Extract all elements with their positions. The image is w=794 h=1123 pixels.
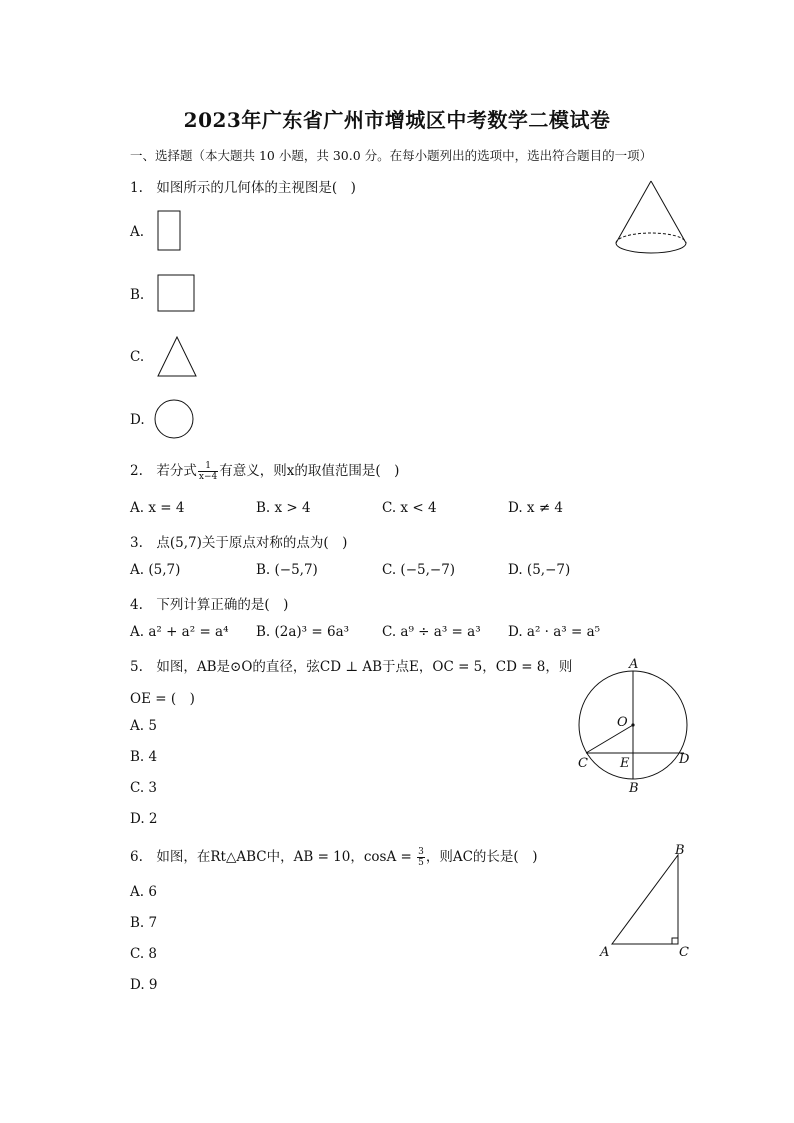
label-o: O: [617, 715, 628, 730]
label-a: A: [629, 657, 639, 672]
right-triangle-diagram: [594, 838, 704, 964]
question-4-stem: 4. 下列计算正确的是( ): [130, 597, 289, 613]
q5-option-d[interactable]: D. 2: [130, 811, 158, 827]
label-c: C: [679, 945, 689, 960]
q3-option-b[interactable]: B. (−5,7): [256, 562, 318, 578]
q4-option-b[interactable]: B. (2a)³ = 6a³: [256, 624, 350, 640]
q2-option-a[interactable]: A. x = 4: [130, 500, 185, 516]
q6-option-a[interactable]: A. 6: [130, 884, 157, 900]
question-5-stem-line2: OE = ( ): [130, 691, 195, 707]
question-3-stem: 3. 点(5,7)关于原点对称的点为( ): [130, 535, 348, 551]
q2-option-d[interactable]: D. x ≠ 4: [508, 500, 564, 516]
q6-option-b[interactable]: B. 7: [130, 915, 158, 931]
q3-option-d[interactable]: D. (5,−7): [508, 562, 571, 578]
section-heading: 一、选择题（本大题共 10 小题，共 30.0 分。在每小题列出的选项中，选出符合题目的一项）: [130, 148, 653, 163]
cone-figure: [610, 176, 692, 266]
q2-suffix: 有意义，则x的取值范围是( ): [219, 463, 400, 479]
question-2-stem: [130, 459, 399, 482]
q1-option-d-label[interactable]: D.: [130, 412, 145, 428]
question-6-stem: [130, 845, 537, 868]
q5-option-a[interactable]: A. 5: [130, 718, 157, 734]
triangle-shape-option-c: [155, 334, 201, 380]
label-e: E: [620, 756, 630, 771]
q6-prefix: 6. 如图，在Rt△ABC中，AB = 10，cosA =: [130, 849, 417, 865]
q4-option-c[interactable]: C. a⁹ ÷ a³ = a³: [382, 624, 481, 640]
q1-option-c-label[interactable]: C.: [130, 349, 145, 365]
rectangle-shape-option-a: [155, 208, 185, 254]
q5-option-b[interactable]: B. 4: [130, 749, 158, 765]
q2-option-c[interactable]: C. x < 4: [382, 500, 437, 516]
q4-option-a[interactable]: A. a² + a² = a⁴: [130, 624, 229, 640]
circle-shape-option-d: [152, 397, 198, 443]
label-c: C: [578, 756, 588, 771]
q2-fraction: $\frac{1}{x-4}$: [198, 461, 218, 482]
q3-option-a[interactable]: A. (5,7): [130, 562, 181, 578]
q2-prefix: 2. 若分式: [130, 463, 197, 479]
q6-option-d[interactable]: D. 9: [130, 977, 158, 993]
page-title: 2023年广东省广州市增城区中考数学二模试卷: [183, 108, 611, 132]
q3-option-c[interactable]: C. (−5,−7): [382, 562, 456, 578]
q6-suffix: ，则AC的长是( ): [425, 849, 538, 865]
circle-diagram: [570, 652, 700, 798]
q5-option-c[interactable]: C. 3: [130, 780, 158, 796]
label-d: D: [679, 752, 690, 767]
q2-option-b[interactable]: B. x > 4: [256, 500, 311, 516]
square-shape-option-b: [155, 272, 199, 316]
label-b: B: [629, 781, 639, 796]
q6-option-c[interactable]: C. 8: [130, 946, 158, 962]
q1-option-b-label[interactable]: B.: [130, 287, 145, 303]
question-1-stem: 1. 如图所示的几何体的主视图是( ): [130, 180, 356, 196]
q1-option-a-label[interactable]: A.: [130, 224, 145, 240]
q4-option-d[interactable]: D. a² · a³ = a⁵: [508, 624, 601, 640]
label-b: B: [675, 843, 685, 858]
q6-fraction: $\frac{3}{5}$: [418, 847, 424, 868]
label-a: A: [600, 945, 610, 960]
question-5-stem-line1: 5. 如图，AB是⊙O的直径，弦CD ⊥ AB于点E，OC = 5，CD = 8，则: [130, 659, 573, 675]
